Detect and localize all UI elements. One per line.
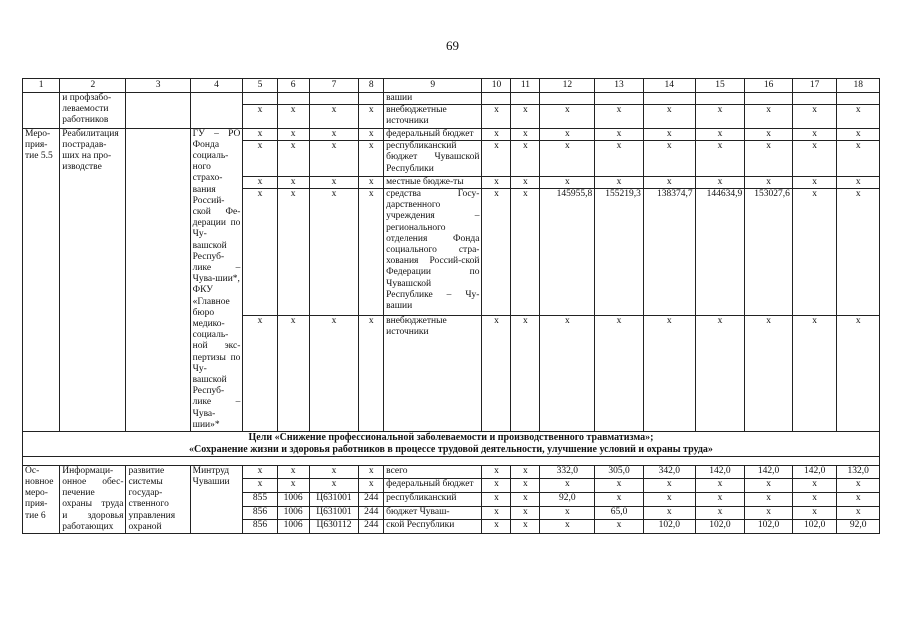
header-cell: 6 [277,79,309,93]
cell: х [277,105,309,128]
header-cell: 2 [60,79,126,93]
header-row [23,79,880,93]
cell: 244 [359,492,384,506]
amount-cell: х [745,479,793,493]
funding-source: всего [384,465,482,479]
cell [482,93,511,105]
cell: х [595,316,644,432]
cell: х [792,176,837,188]
cell: х [511,506,540,520]
amount-cell: х [540,479,595,493]
cell [595,93,644,105]
cell: х [745,176,793,188]
header-cell: 10 [482,79,511,93]
cell: х [359,316,384,432]
header-cell: 14 [643,79,695,93]
amount-cell: х [792,492,837,506]
header-cell: 17 [792,79,837,93]
amount-cell: х [643,492,695,506]
cell: х [482,506,511,520]
cell: х [745,105,793,128]
cell: х [745,128,793,140]
cell: х [595,141,644,176]
cell: х [277,479,309,493]
cell [190,93,243,129]
cell [643,93,695,105]
cell: х [837,141,880,176]
amount-cell: х [792,506,837,520]
responsible-executor: Минтруд Чувашии [190,465,243,533]
cell: х [540,176,595,188]
cell: х [695,176,745,188]
cell: х [243,188,277,315]
amount-cell: 145955,8 [540,188,595,315]
amount-cell: 342,0 [643,465,695,479]
cell [792,93,837,105]
cell: х [643,105,695,128]
funding-source: средства Госу-дарственного учреждения – регионального отделения Фонда социального стра-хования Россий-ской Федерации по Чувашской Республике – Чу-вашии [384,188,482,315]
cell: х [511,128,540,140]
cell: 856 [243,520,277,534]
header-cell: 4 [190,79,243,93]
cell: х [643,141,695,176]
header-cell: 3 [126,79,190,93]
measure-goal: развитие системы государ-ственного управления охраной [126,465,190,533]
section-title-row [23,432,880,457]
amount-cell: х [695,492,745,506]
cell: х [792,188,837,315]
cell [243,93,277,105]
amount-cell: х [745,492,793,506]
cell: х [540,141,595,176]
cell: Ц630112 [309,520,359,534]
funding-source: федеральный бюджет [384,128,482,140]
spacer-row [23,456,880,465]
cell: х [359,479,384,493]
cell: х [595,128,644,140]
cell: х [745,141,793,176]
page-number: 69 [446,38,459,53]
cell: х [792,128,837,140]
amount-cell: х [540,520,595,534]
cell: х [643,176,695,188]
amount-cell: х [745,506,793,520]
cell: х [277,316,309,432]
amount-cell: х [837,506,880,520]
cell: х [277,128,309,140]
funding-source: внебюджетные источники [384,105,482,128]
cell: х [277,176,309,188]
cell: х [695,128,745,140]
cell: х [482,465,511,479]
header-cell: 16 [745,79,793,93]
cell [745,93,793,105]
cell: х [243,479,277,493]
header-cell: 15 [695,79,745,93]
amount-cell: 142,0 [695,465,745,479]
measure-name: и профзабо-леваемости работников [60,93,126,129]
funding-source: местные бюдже-ты [384,176,482,188]
cell: х [511,316,540,432]
cell: х [359,176,384,188]
funding-source: республиканский [384,492,482,506]
section-title-line: Цели «Снижение профессиональной заболеваемости и производственного травматизма»; [248,432,654,444]
cell: Ц631001 [309,506,359,520]
amount-cell: х [540,506,595,520]
amount-cell: х [595,492,644,506]
cell [126,93,190,129]
cell [511,93,540,105]
cell: 1006 [277,506,309,520]
cell: 856 [243,506,277,520]
table-row [23,93,880,105]
table-row [23,465,880,479]
cell: х [511,141,540,176]
cell: х [243,141,277,176]
amount-cell: 142,0 [745,465,793,479]
cell: х [309,128,359,140]
cell: 244 [359,506,384,520]
cell: х [277,141,309,176]
amount-cell: 144634,9 [695,188,745,315]
cell: х [511,492,540,506]
cell [126,128,190,431]
funding-source: федеральный бюджет [384,479,482,493]
amount-cell: 138374,7 [643,188,695,315]
cell: х [482,176,511,188]
amount-cell: 102,0 [745,520,793,534]
cell: х [482,479,511,493]
cell: 244 [359,520,384,534]
header-cell: 8 [359,79,384,93]
amount-cell: 332,0 [540,465,595,479]
cell: х [540,105,595,128]
header-cell: 7 [309,79,359,93]
cell: х [792,105,837,128]
cell: х [482,128,511,140]
cell: Ц631001 [309,492,359,506]
amount-cell: 155219,3 [595,188,644,315]
cell [837,93,880,105]
cell: х [511,188,540,315]
cell: х [359,141,384,176]
amount-cell: х [792,479,837,493]
amount-cell: 92,0 [837,520,880,534]
cell: х [595,105,644,128]
cell: х [243,316,277,432]
amount-cell: х [695,506,745,520]
funding-source: бюджет Чуваш- [384,506,482,520]
cell: х [243,105,277,128]
cell: х [837,316,880,432]
amount-cell: 102,0 [695,520,745,534]
header-cell: 11 [511,79,540,93]
amount-cell: 153027,6 [745,188,793,315]
measure-name: Реабилитация пострадав-ших на про-изводстве [60,128,126,431]
table-row [23,128,880,140]
cell: х [359,188,384,315]
cell [277,93,309,105]
cell: х [359,105,384,128]
cell: х [540,316,595,432]
funding-source: вашии [384,93,482,105]
header-cell: 13 [595,79,644,93]
funding-source: внебюджетные источники [384,316,482,432]
cell: х [309,479,359,493]
funding-source: ской Республики [384,520,482,534]
measure-number: Ос-новное меро-прия-тие 6 [23,465,60,533]
cell: х [243,128,277,140]
amount-cell: х [837,479,880,493]
cell: х [511,105,540,128]
cell: х [309,176,359,188]
cell: 1006 [277,520,309,534]
cell [359,93,384,105]
cell: х [309,141,359,176]
cell: х [837,105,880,128]
amount-cell: х [643,479,695,493]
header-cell: 12 [540,79,595,93]
section-title [23,432,880,457]
amount-cell: 305,0 [595,465,644,479]
cell: 1006 [277,492,309,506]
responsible-executor: ГУ – РО Фонда социаль-ного страхо-вания Россий-ской Фе-дерации по Чу-вашской Респуб-лике – Чува-шии*, ФКУ «Главное бюро медико-социаль-ной экс-пертизы по Чу-вашской Респуб-лике – Чува-шии»* [190,128,243,431]
cell: х [745,316,793,432]
cell: х [243,176,277,188]
amount-cell: 102,0 [792,520,837,534]
cell: х [359,465,384,479]
measure-number: Меро-прия-тие 5.5 [23,128,60,431]
cell: х [511,479,540,493]
cell: х [540,128,595,140]
amount-cell: х [595,520,644,534]
cell: х [309,465,359,479]
cell: х [482,316,511,432]
spacer [23,456,880,465]
amount-cell: х [643,506,695,520]
cell: х [837,176,880,188]
amount-cell: 92,0 [540,492,595,506]
cell: х [482,141,511,176]
section-title-line: «Сохранение жизни и здоровья работников в процессе трудовой деятельности, улучшение условий и охраны труда» [189,443,713,455]
cell [695,93,745,105]
cell: х [643,316,695,432]
measure-name: Информаци-онное обес-печение охраны труда и здоровья работающих [60,465,126,533]
cell: х [792,316,837,432]
cell: х [243,465,277,479]
cell: х [277,188,309,315]
amount-cell: 142,0 [792,465,837,479]
cell [309,93,359,105]
cell: 855 [243,492,277,506]
cell: х [359,128,384,140]
header-cell: 9 [384,79,482,93]
cell: х [309,188,359,315]
budget-table [22,78,880,534]
amount-cell: 102,0 [643,520,695,534]
cell: х [643,128,695,140]
cell: х [482,105,511,128]
amount-cell: 65,0 [595,506,644,520]
cell: х [309,105,359,128]
cell: х [511,176,540,188]
header-cell: 5 [243,79,277,93]
funding-source: республиканский бюджет Чувашской Республики [384,141,482,176]
cell [23,93,60,129]
cell: х [482,492,511,506]
header-cell: 18 [837,79,880,93]
cell: х [695,141,745,176]
cell: х [792,141,837,176]
cell: х [309,316,359,432]
cell: х [482,188,511,315]
cell: х [837,128,880,140]
amount-cell: х [595,479,644,493]
cell [540,93,595,105]
cell: х [595,176,644,188]
cell: х [277,465,309,479]
amount-cell: 132,0 [837,465,880,479]
cell: х [695,316,745,432]
cell: х [837,188,880,315]
cell: х [482,520,511,534]
cell: х [511,520,540,534]
cell: х [695,105,745,128]
amount-cell: х [695,479,745,493]
header-cell: 1 [23,79,60,93]
amount-cell: х [837,492,880,506]
cell: х [511,465,540,479]
